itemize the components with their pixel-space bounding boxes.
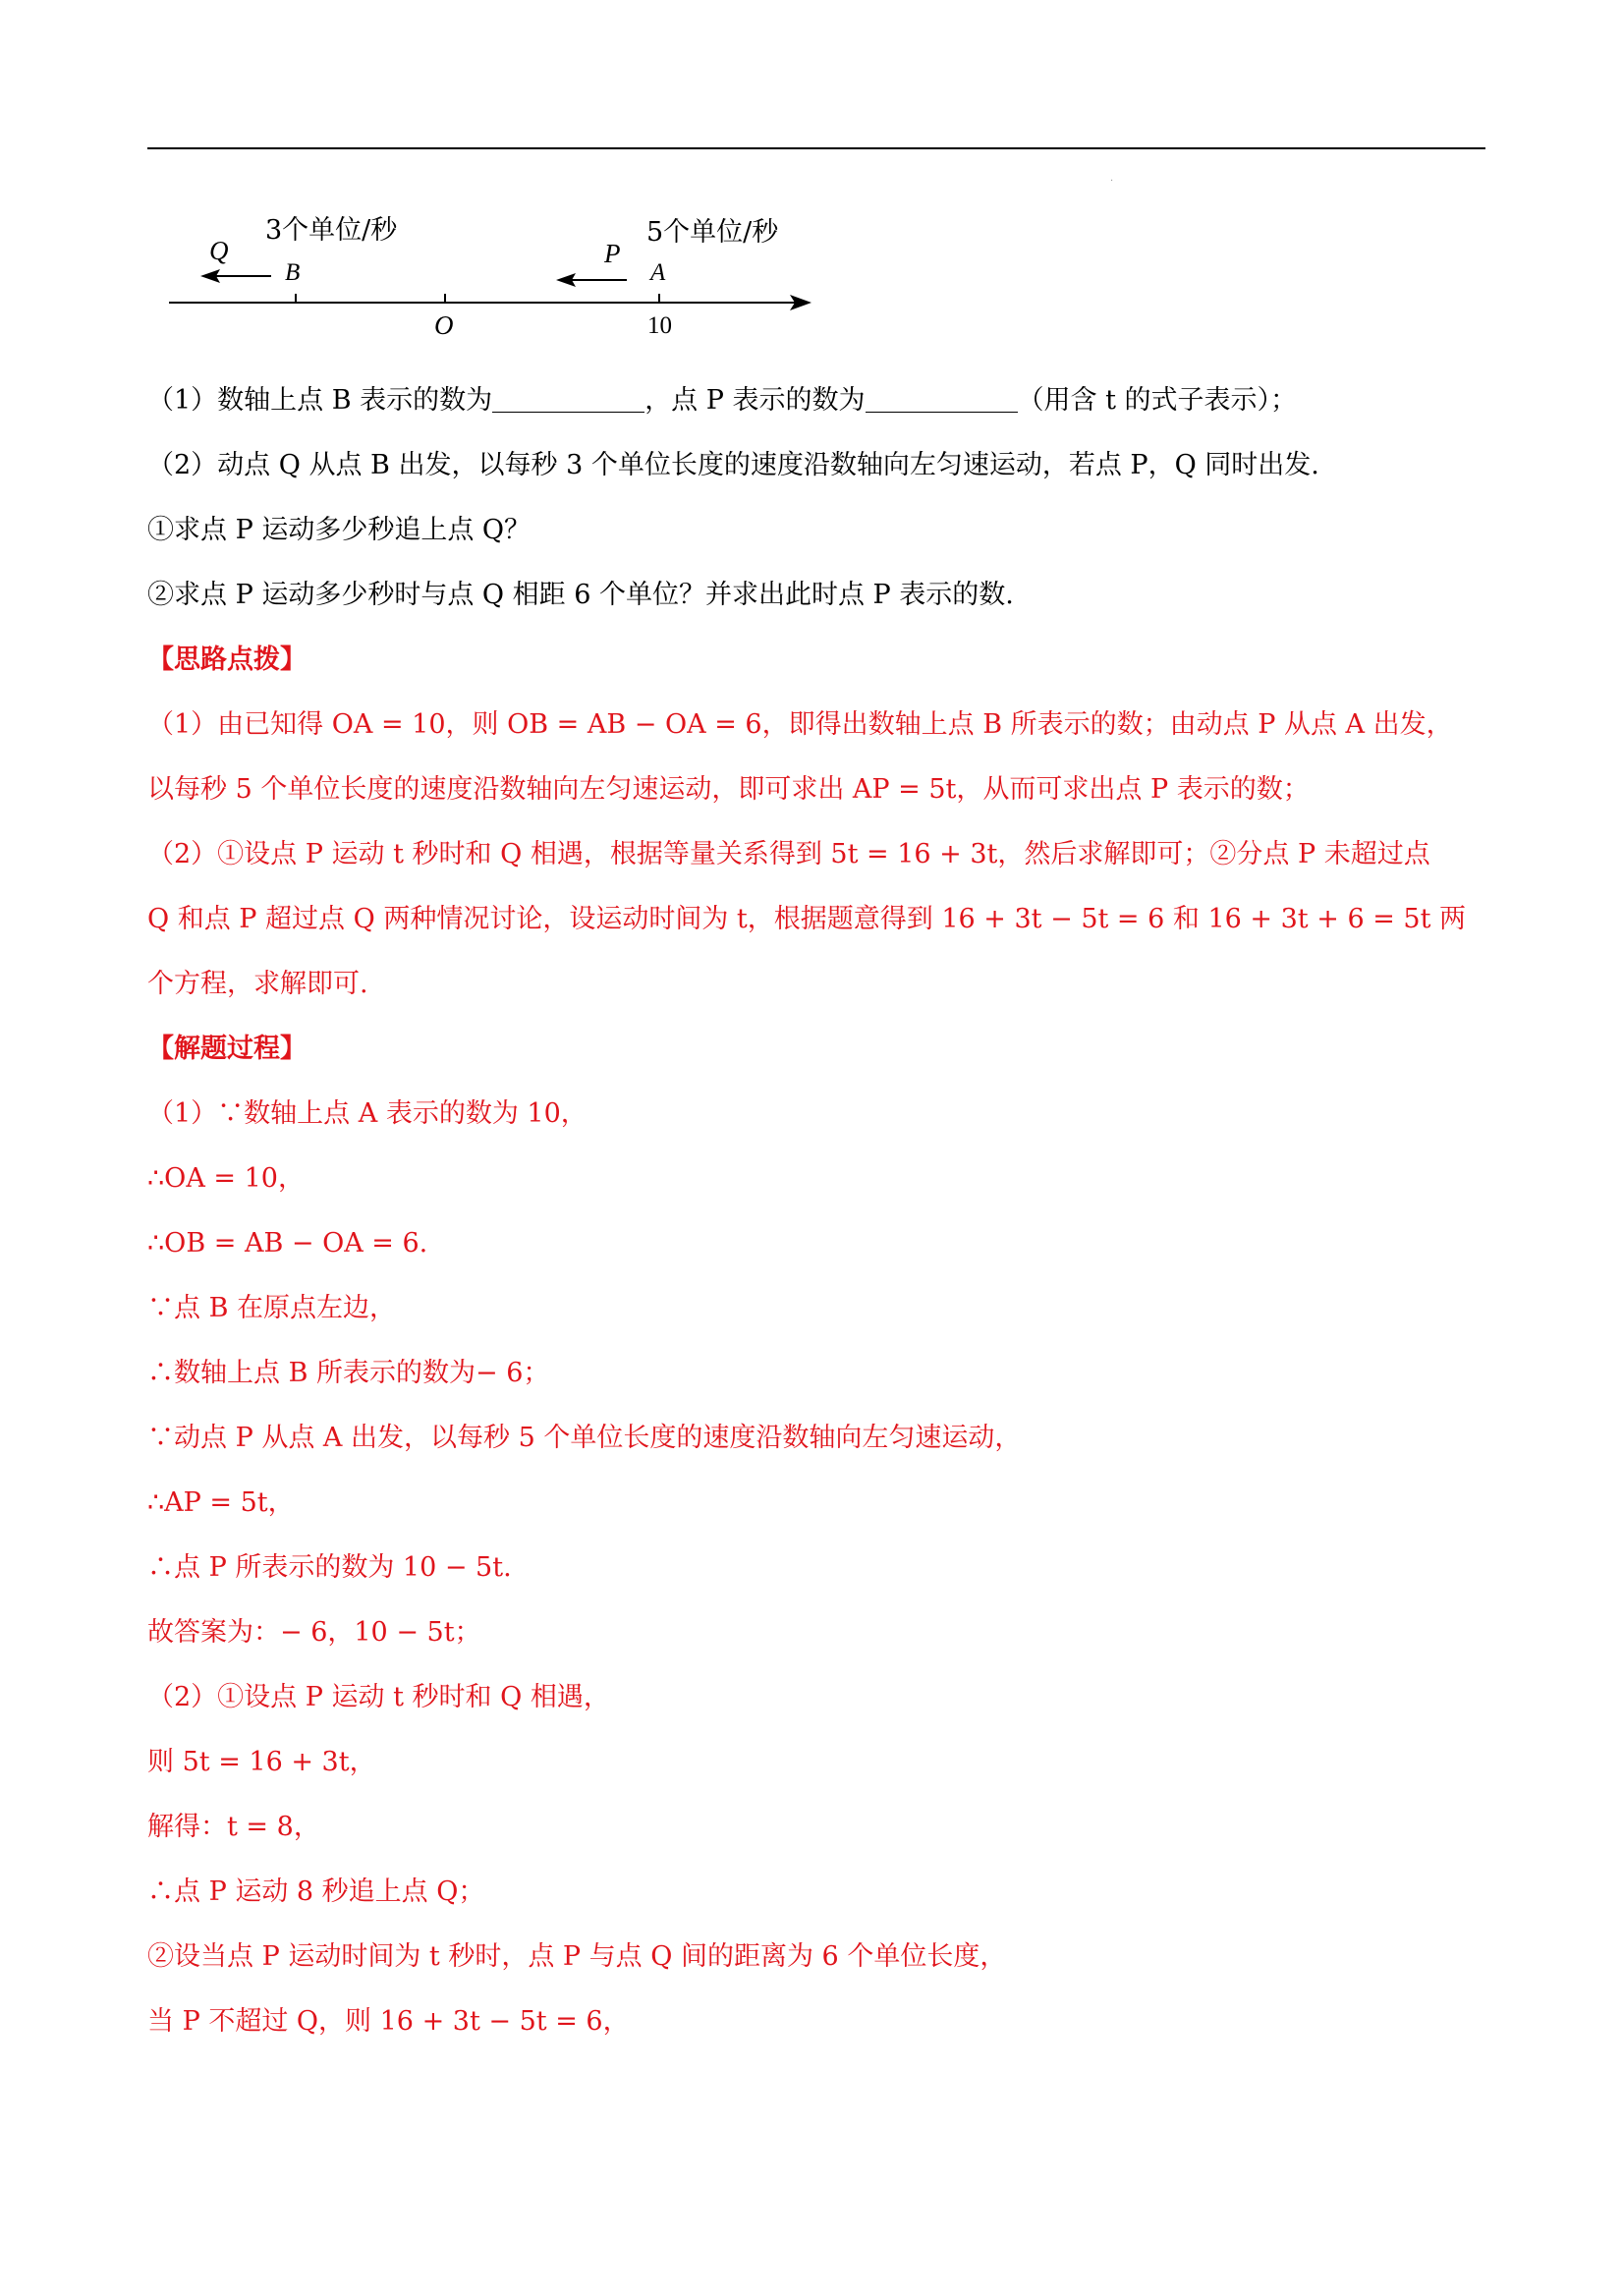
answer-blank-p xyxy=(866,384,1018,413)
question-1-part-c: （用含 t 的式子表示）； xyxy=(1017,385,1298,416)
label-o: O xyxy=(434,310,454,340)
solution-line: （1）∵数轴上点 A 表示的数为 10， xyxy=(147,1098,588,1129)
solution-line: （2）①设点 P 运动 t 秒时和 Q 相遇， xyxy=(147,1682,610,1712)
hint-line: （2）①设点 P 运动 t 秒时和 Q 相遇，根据等量关系得到 5t = 16 + 3t，然后求解即可；②分点 P 未超过点 xyxy=(147,839,1430,869)
speed-right-label: 5个单位/秒 xyxy=(646,217,779,248)
hint-line: （1）由已知得 OA = 10，则 OB = AB − OA = 6，即得出数轴上点 B 所表示的数；由动点 P 从点 A 出发， xyxy=(147,709,1453,740)
answer-blank-b xyxy=(492,384,644,413)
hint-line: Q 和点 P 超过点 Q 两种情况讨论，设运动时间为 t，根据题意得到 16 + 3t − 5t = 6 和 16 + 3t + 6 = 5t 两 xyxy=(147,904,1467,934)
question-2-2: ②求点 P 运动多少秒时与点 Q 相距 6 个单位？并求出此时点 P 表示的数. xyxy=(147,580,1014,610)
hint-line: 个方程，求解即可. xyxy=(147,969,368,999)
header-mark: . xyxy=(1110,173,1114,184)
solution-line: ∴数轴上点 B 所表示的数为− 6； xyxy=(147,1358,550,1388)
solution-line: ∴点 P 运动 8 秒追上点 Q； xyxy=(147,1876,485,1907)
question-1 xyxy=(147,381,1493,420)
hint-line: 以每秒 5 个单位长度的速度沿数轴向左匀速运动，即可求出 AP = 5t，从而可求出点 P 表示的数； xyxy=(147,774,1310,805)
solution-line: ∵动点 P 从点 A 出发，以每秒 5 个单位长度的速度沿数轴向左匀速运动， xyxy=(147,1423,1022,1453)
label-a: A xyxy=(650,259,666,286)
header-rule xyxy=(147,147,1485,149)
label-10: 10 xyxy=(647,312,672,339)
question-2: （2）动点 Q 从点 B 出发，以每秒 3 个单位长度的速度沿数轴向左匀速运动，若点 P，Q 同时出发. xyxy=(147,450,1319,480)
solution-line: ∴OA = 10， xyxy=(147,1163,305,1194)
solution-line: ∴OB = AB − OA = 6. xyxy=(147,1228,428,1259)
solution-line: 解得：t = 8， xyxy=(147,1812,320,1842)
solution-heading: 【解题过程】 xyxy=(147,1034,307,1064)
speed-left-label: 3个单位/秒 xyxy=(265,215,398,246)
question-1-part-b: ，点 P 表示的数为 xyxy=(644,385,866,416)
label-q: Q xyxy=(209,236,229,265)
question-1-part-a: （1）数轴上点 B 表示的数为 xyxy=(147,385,493,416)
solution-line: 则 5t = 16 + 3t， xyxy=(147,1747,376,1777)
solution-line: ∴点 P 所表示的数为 10 − 5t. xyxy=(147,1552,512,1583)
solution-line: 当 P 不超过 Q，则 16 + 3t − 5t = 6， xyxy=(147,2006,630,2037)
solution-line: ∴AP = 5t， xyxy=(147,1487,295,1518)
solution-line: ②设当点 P 运动时间为 t 秒时，点 P 与点 Q 间的距离为 6 个单位长度， xyxy=(147,1941,1007,1972)
label-b: B xyxy=(285,259,301,286)
question-2-1: ①求点 P 运动多少秒追上点 Q？ xyxy=(147,515,532,545)
solution-line: 故答案为：− 6，10 − 5t； xyxy=(147,1617,481,1648)
label-p: P xyxy=(604,239,621,268)
number-line-figure xyxy=(157,206,825,354)
hint-heading: 【思路点拨】 xyxy=(147,644,307,675)
solution-line: ∵点 B 在原点左边， xyxy=(147,1293,397,1323)
